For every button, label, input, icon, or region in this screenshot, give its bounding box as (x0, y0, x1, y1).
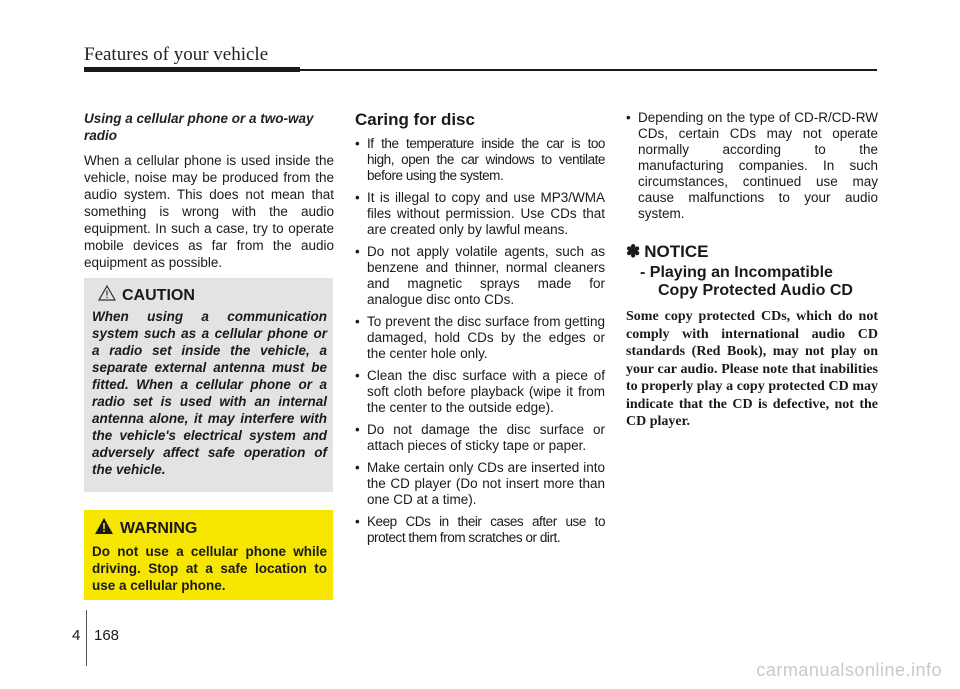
list-item: • Keep CDs in their cases after use to protect them from scratches or dirt. (355, 514, 605, 545)
page-number: 168 (94, 627, 120, 644)
warning-box (84, 510, 333, 600)
notice-body: Some copy protected CDs, which do not comply with international audio CD standards (Red Book), may not play on your car audio. Please note that inabilities to properly play a copy protected CD may indicate that the CD is defective, not the CD player. (626, 309, 878, 429)
list-item: • To prevent the disc surface from getting damaged, hold CDs by the edges or the center hole only. (355, 314, 605, 361)
list-item: • Make certain only CDs are inserted into the CD player (Do not insert more than one CD at a time). (355, 460, 605, 507)
caring-for-disc-title: Caring for disc (355, 110, 475, 129)
caution-triangle-icon (98, 285, 116, 306)
notice-heading (626, 242, 878, 262)
header-rule-thin (300, 69, 877, 71)
page-header-title: Features of your vehicle (84, 44, 269, 65)
notice-star-icon: ✽ (626, 242, 641, 261)
column-left (84, 110, 334, 271)
header-rule-thick (84, 67, 300, 72)
caution-heading (98, 285, 195, 306)
chapter-number: 4 (72, 627, 81, 644)
list-item: • It is illegal to copy and use MP3/WMA files without permission. Use CDs that are created only by lawful means. (355, 190, 605, 237)
list-item: • Do not damage the disc surface or attach pieces of sticky tape or paper. (355, 422, 605, 453)
caution-body: When using a communication system such as a cellular phone or a radio set inside the vehicle, a separate external antenna must be fitted. When a cellular phone or a radio set is used with an internal antenna alone, it may interfere with the vehicle's electrical system and adversely affect safe operation of the vehicle. (92, 309, 327, 477)
list-item: • Clean the disc surface with a piece of soft cloth before playback (wipe it from the center to the outside edge). (355, 368, 605, 415)
notice-subheading (626, 264, 878, 300)
caution-label: CAUTION (122, 286, 195, 304)
page-number-divider (86, 610, 87, 666)
cellular-phone-paragraph: When a cellular phone is used inside the vehicle, noise may be produced from the audio system. This does not mean that something is wrong with the audio equipment. In such a case, try to operate mobile devices as far from the audio equipment as possible. (84, 153, 334, 270)
cellular-phone-subheading: Using a cellular phone or a two-way radio (84, 111, 314, 143)
disc-care-list (355, 136, 605, 546)
warning-triangle-icon (94, 517, 114, 540)
watermark: carmanualsonline.info (756, 660, 942, 680)
column-middle (355, 110, 605, 552)
warning-label: WARNING (120, 519, 198, 537)
list-item: • Do not apply volatile agents, such as benzene and thinner, normal cleaners and magnetic sprays made for analogue disc onto CDs. (355, 244, 605, 307)
list-item: • Depending on the type of CD-R/CD-RW CDs, certain CDs may not operate normally according to the manufacturing companies. In such circumstances, continued use may cause malfunctions to your audio system. (626, 110, 878, 221)
cd-type-list (626, 110, 878, 222)
notice-label: NOTICE (644, 242, 709, 261)
column-right (626, 110, 878, 431)
warning-heading (94, 517, 197, 540)
list-item: • If the temperature inside the car is too high, open the car windows to ventilate before using the system. (355, 136, 605, 183)
notice-subheading-line-1: - Playing an Incompatible (640, 264, 833, 281)
warning-body: Do not use a cellular phone while driving. Stop at a safe location to use a cellular phone. (92, 544, 327, 593)
notice-subheading-line-2: Copy Protected Audio CD (658, 282, 853, 299)
caution-box (84, 278, 333, 492)
